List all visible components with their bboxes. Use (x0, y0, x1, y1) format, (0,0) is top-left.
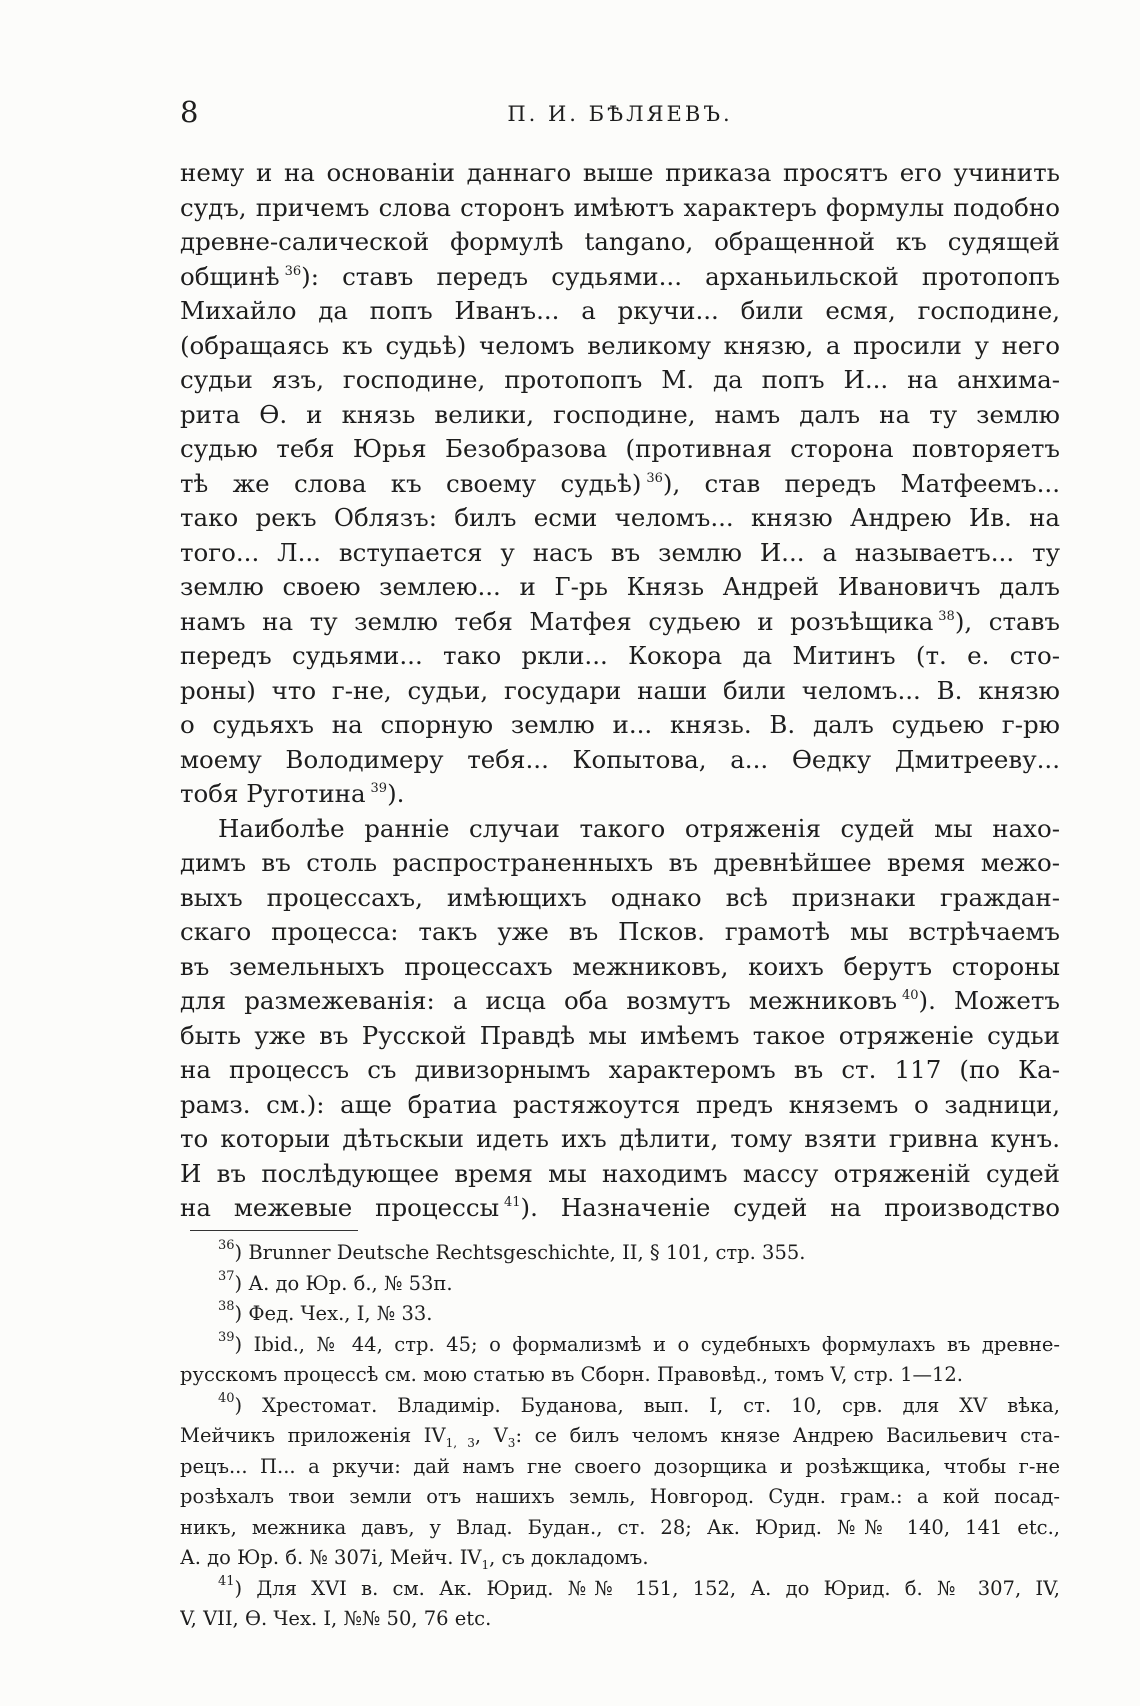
footnote-ref: 40 (901, 988, 919, 1003)
text-line: быть уже въ Русской Правдѣ мы имѣемъ такое отряженіе судьи (180, 1020, 1060, 1050)
footnote-text: , съ докладомъ. (489, 1546, 649, 1569)
subscript: 1 (481, 1557, 490, 1572)
text-segment: ): ставъ передъ судьями... арханьильской протопопъ (301, 261, 1060, 291)
footnote-number: 36 (218, 1238, 235, 1253)
text-line (180, 1191, 1060, 1226)
footnote-text: ) Brunner Deutsche Rechtsgeschichte, II, § 101, стр. 355. (234, 1241, 806, 1264)
text-line: скаго процесса: такъ уже въ Псков. грамотѣ мы встрѣчаемъ (180, 917, 1060, 946)
footnote-text: А. до Юр. б. № 307i, Мейч. IV (180, 1546, 482, 1569)
text-line: судьи язъ, господине, протопопъ М. да попъ И... на анхима- (180, 365, 1060, 394)
footnote-39-cont: русскомъ процессѣ см. мою статью въ Сборн. Правовѣд., томъ V, стр. 1—12. (180, 1363, 963, 1386)
text-line: димъ въ столь распространенныхъ въ древнѣйшее время межо- (180, 848, 1060, 877)
text-segment: намъ на ту землю тебя Матфея судьею и розъѣщика (180, 606, 934, 636)
text-segment: ). Назначеніе судей на производство (520, 1193, 1060, 1222)
footnote-text: ) Для XVI в. см. Ак. Юрид. №№ 151, 152, А. до Юрид. б. № 307, IV, (234, 1576, 1060, 1600)
text-line: того... Л... вступается у насъ въ землю И... а называетъ... ту (180, 537, 1060, 567)
text-line: моему Володимеру тебя... Копытова, а... Ѳедку Дмитрееву... (180, 744, 1060, 774)
text-line: рамз. см.): аще братиа растяжоутся предъ княземъ о задници, (180, 1089, 1060, 1119)
text-line: нему и на основаніи даннаго выше приказа просятъ его учинить (180, 158, 1060, 187)
footnote-separator (190, 1230, 358, 1231)
main-text (180, 156, 1060, 1226)
footnote-40-cont: рецъ... П... а ркучи: дай намъ гне своего дозорщика и розѣжщика, чтобы г-не (180, 1454, 1060, 1478)
footnote-40-cont: никъ, межника давъ, у Влад. Будан., ст. 28; Ак. Юрид. №№ 140, 141 etc., (180, 1515, 1060, 1539)
footnote-39 (180, 1330, 1060, 1361)
text-line: о судьяхъ на спорную землю и... князь. В. далъ судьею г-рю (180, 710, 1060, 739)
footnote-text: ) Фед. Чех., I, № 33. (234, 1302, 433, 1325)
text-line: древне-салической формулѣ tangano, обращенной къ судящей (180, 227, 1060, 256)
footnote-40-cont (180, 1421, 1060, 1452)
footnote-ref: 36 (646, 470, 663, 486)
text-line (180, 984, 1060, 1019)
running-title: П. И. БѢЛЯЕВЪ. (507, 102, 733, 126)
footnote-37 (180, 1269, 1060, 1300)
footnote-text: , V (474, 1424, 508, 1447)
text-line (180, 467, 1060, 502)
subscript: 3 (507, 1435, 516, 1450)
text-segment: ). Можетъ (918, 986, 1060, 1015)
footnote-40-cont: розѣхалъ твои земли отъ нашихъ земль, Новгород. Судн. грам.: а кой посад- (180, 1485, 1060, 1508)
footnote-40 (180, 1391, 1060, 1422)
text-line: Михайло да попъ Иванъ... а ркучи... били есмя, господине, (180, 296, 1060, 325)
footnote-number: 40 (218, 1390, 235, 1406)
text-segment: на межевые процессы (180, 1193, 500, 1222)
text-line: землю своею землею... и Г-рь Князь Андрей Ивановичъ далъ (180, 572, 1060, 601)
text-line: (обращаясь къ судьѣ) челомъ великому князю, а просили у него (180, 330, 1060, 360)
footnote-text: ) Хрестомат. Владимір. Буданова, вып. I, ст. 10, срв. для XV вѣка, (234, 1393, 1060, 1417)
text-line (180, 777, 1060, 812)
text-line (180, 605, 1060, 640)
text-line: тако рекъ Облязъ: билъ есми челомъ... князю Андрею Ив. на (180, 503, 1060, 532)
text-line: на процессъ съ дивизорнымъ характеромъ въ ст. 117 (по Ка- (180, 1055, 1060, 1084)
footnote-40-cont (180, 1543, 1060, 1574)
subscript: 1, 3 (445, 1435, 475, 1450)
text-line: выхъ процессахъ, имѣющихъ однако всѣ признаки граждан- (180, 882, 1060, 912)
footnote-ref: 39 (370, 781, 388, 796)
footnote-ref: 38 (938, 608, 955, 624)
text-segment: ), став передъ Матфеемъ... (662, 468, 1060, 498)
text-segment: для размежеванія: а исца оба возмутъ межниковъ (180, 986, 898, 1015)
page-header (180, 92, 1060, 132)
footnote-41-cont: V, VII, Ѳ. Чех. I, №№ 50, 76 etc. (180, 1607, 492, 1630)
text-line: И въ послѣдующее время мы находимъ массу отряженій судей (180, 1158, 1060, 1188)
footnote-number: 41 (218, 1573, 235, 1589)
footnote-text: ) А. до Юр. б., № 53п. (234, 1271, 453, 1295)
text-line: то которыи дѣтьскыи идеть ихъ дѣлити, тому взяти гривна кунъ. (180, 1124, 1060, 1153)
footnote-text: Мейчикъ приложенія IV (180, 1424, 446, 1447)
text-segment: тобя Руготина (180, 779, 366, 808)
footnote-text: ) Ibid., № 44, стр. 45; о формализмѣ и о судебныхъ формулахъ въ древне- (234, 1332, 1060, 1356)
footnote-ref: 41 (503, 1195, 521, 1210)
text-line: въ земельныхъ процессахъ межниковъ, коихъ берутъ стороны (180, 951, 1060, 981)
footnote-text: : се билъ челомъ князе Андрею Васильевич ста- (515, 1424, 1060, 1447)
footnote-number: 38 (218, 1299, 235, 1314)
page-number: 8 (180, 95, 199, 129)
text-segment: общинѣ (180, 261, 280, 291)
footnote-38 (180, 1299, 1060, 1330)
footnote-number: 37 (218, 1268, 235, 1284)
text-segment: ), ставъ (954, 606, 1060, 636)
text-line: передъ судьями... тако ркли... Кокора да Митинъ (т. е. сто- (180, 641, 1060, 670)
text-line (180, 260, 1060, 295)
footnote-36 (180, 1238, 1060, 1269)
text-line: судъ, причемъ слова сторонъ имѣютъ характеръ формулы подобно (180, 192, 1060, 222)
text-segment: ). (387, 779, 405, 808)
text-line: Наиболѣе раннiе случаи такого отряженія судей мы нахо- (218, 813, 1060, 843)
footnote-number: 39 (218, 1329, 235, 1345)
footnote-ref: 36 (284, 263, 302, 279)
footnote-41 (180, 1574, 1060, 1605)
text-segment: тѣ же слова къ своему судьѣ) (180, 468, 642, 498)
footnotes (180, 1238, 1060, 1635)
text-line: рита Ѳ. и князь велики, господине, намъ далъ на ту землю (180, 399, 1060, 429)
text-line: судью тебя Юрья Безобразова (противная сторона повторяетъ (180, 434, 1060, 463)
text-line: роны) что г-не, судьи, государи наши били челомъ... В. князю (180, 675, 1060, 705)
